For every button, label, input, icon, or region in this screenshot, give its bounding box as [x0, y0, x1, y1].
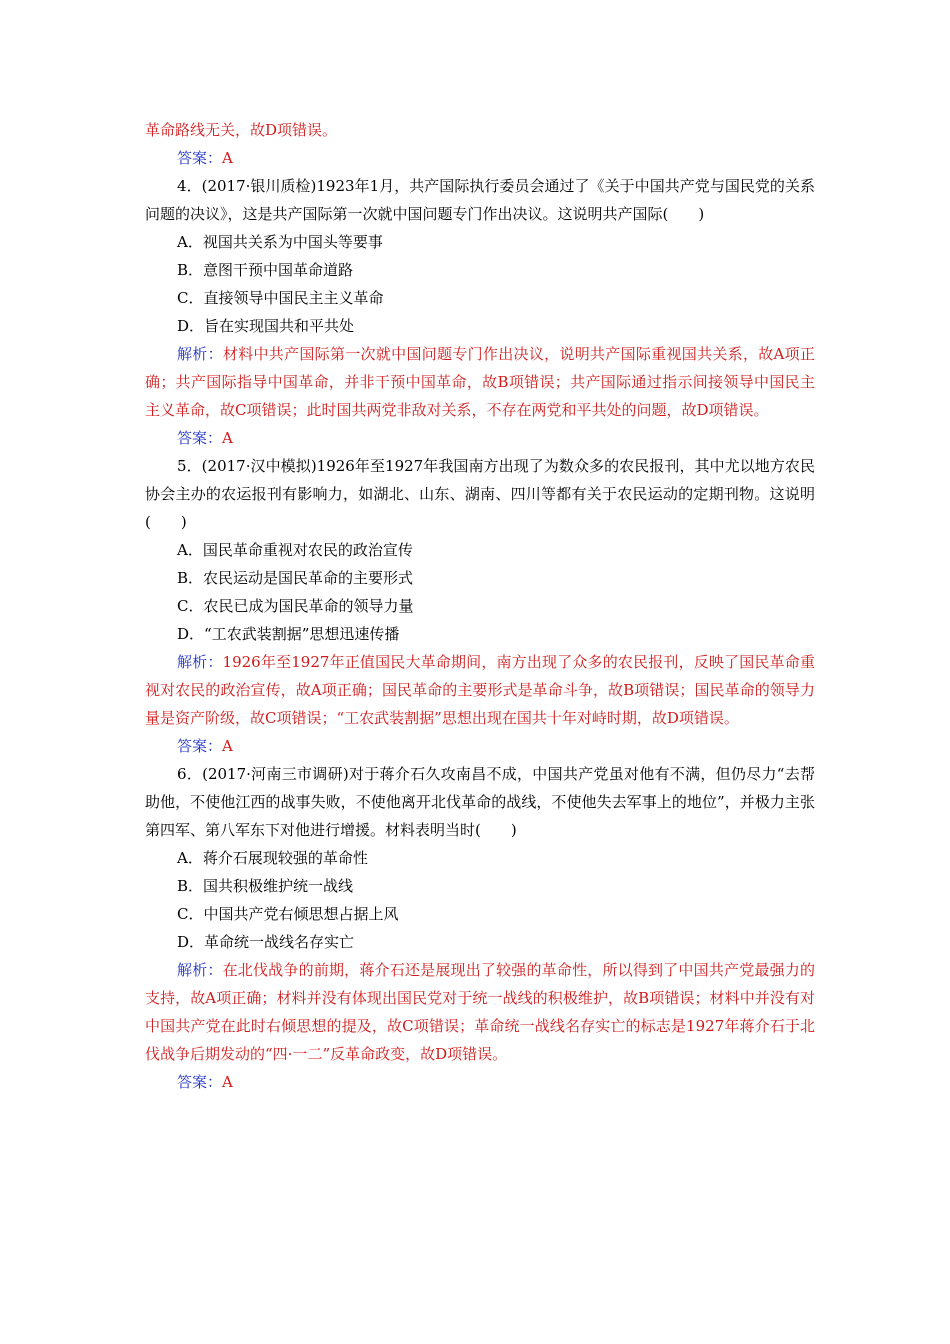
- answer: [145, 424, 815, 452]
- question-6: [145, 760, 815, 1096]
- answer-value: A: [222, 429, 233, 447]
- option-c: C．农民已成为国民革命的领导力量: [177, 597, 414, 615]
- option-a: A．国民革命重视对农民的政治宣传: [177, 541, 413, 559]
- question-stem: 4．(2017·银川质检)1923年1月，共产国际执行委员会通过了《关于中国共产党与国民党的关系问题的决议》，这是共产国际第一次就中国问题专门作出决议。这说明共产国际( ): [145, 177, 815, 223]
- option-b: B．农民运动是国民革命的主要形式: [177, 569, 414, 587]
- option-c: C．直接领导中国民主主义革命: [177, 289, 384, 307]
- analysis: [145, 648, 815, 732]
- answer-label: 答案：: [177, 149, 223, 167]
- option-c: C．中国共产党右倾思想占据上风: [177, 905, 399, 923]
- previous-answer: [145, 144, 815, 172]
- question-4: [145, 172, 815, 452]
- option-a: A．蒋介石展现较强的革命性: [177, 849, 368, 867]
- answer-value: A: [222, 149, 233, 167]
- option-d: D．革命统一战线名存实亡: [177, 933, 355, 951]
- answer: [145, 732, 815, 760]
- analysis-text: 材料中共产国际第一次就中国问题专门作出决议，说明共产国际重视国共关系，故A项正确；共产国际指导中国革命，并非干预中国革命，故B项错误；共产国际通过指示间接领导中国民主主义革命，故C项错误；此时国共两党非敌对关系，不存在两党和平共处的问题，故D项错误。: [145, 345, 815, 419]
- analysis: [145, 956, 815, 1068]
- answer-label: 答案：: [177, 1073, 223, 1091]
- question-stem: 6．(2017·河南三市调研)对于蒋介石久攻南昌不成，中国共产党虽对他有不满，但仍尽力“去帮助他，不使他江西的战事失败，不使他离开北伐革命的战线，不使他失去军事上的地位”，并极力主张第四军、第八军东下对他进行增援。材料表明当时( ): [145, 765, 815, 839]
- analysis-label: 解析：: [177, 961, 223, 979]
- option-d: D．“工农武装割据”思想迅速传播: [177, 625, 400, 643]
- answer-label: 答案：: [177, 737, 223, 755]
- question-stem: 5．(2017·汉中模拟)1926年至1927年我国南方出现了为数众多的农民报刊，其中尤以地方农民协会主办的农运报刊有影响力，如湖北、山东、湖南、四川等都有关于农民运动的定期刊物。这说明( ): [145, 457, 815, 531]
- option-d: D．旨在实现国共和平共处: [177, 317, 355, 335]
- previous-analysis-tail: 革命路线无关，故D项错误。: [145, 121, 338, 139]
- answer-label: 答案：: [177, 429, 223, 447]
- analysis: [145, 340, 815, 424]
- answer-value: A: [222, 1073, 233, 1091]
- option-a: A．视国共关系为中国头等要事: [177, 233, 383, 251]
- question-5: [145, 452, 815, 760]
- analysis-label: 解析：: [177, 653, 223, 671]
- option-b: B．国共积极维护统一战线: [177, 877, 354, 895]
- option-b: B．意图干预中国革命道路: [177, 261, 354, 279]
- answer-value: A: [222, 737, 233, 755]
- answer: [145, 1068, 815, 1096]
- analysis-text: 在北伐战争的前期，蒋介石还是展现出了较强的革命性，所以得到了中国共产党最强力的支持，故A项正确；材料并没有体现出国民党对于统一战线的积极维护，故B项错误；材料中并没有对中国共产党在此时右倾思想的提及，故C项错误；革命统一战线名存实亡的标志是1927年蒋介石于北伐战争后期发动的“四·一二”反革命政变，故D项错误。: [145, 961, 815, 1063]
- document-page: [145, 116, 815, 1096]
- analysis-label: 解析：: [177, 345, 223, 363]
- analysis-text: 1926年至1927年正值国民大革命期间，南方出现了众多的农民报刊，反映了国民革命重视对农民的政治宣传，故A项正确；国民革命的主要形式是革命斗争，故B项错误；国民革命的领导力量是资产阶级，故C项错误；“工农武装割据”思想出现在国共十年对峙时期，故D项错误。: [145, 653, 815, 727]
